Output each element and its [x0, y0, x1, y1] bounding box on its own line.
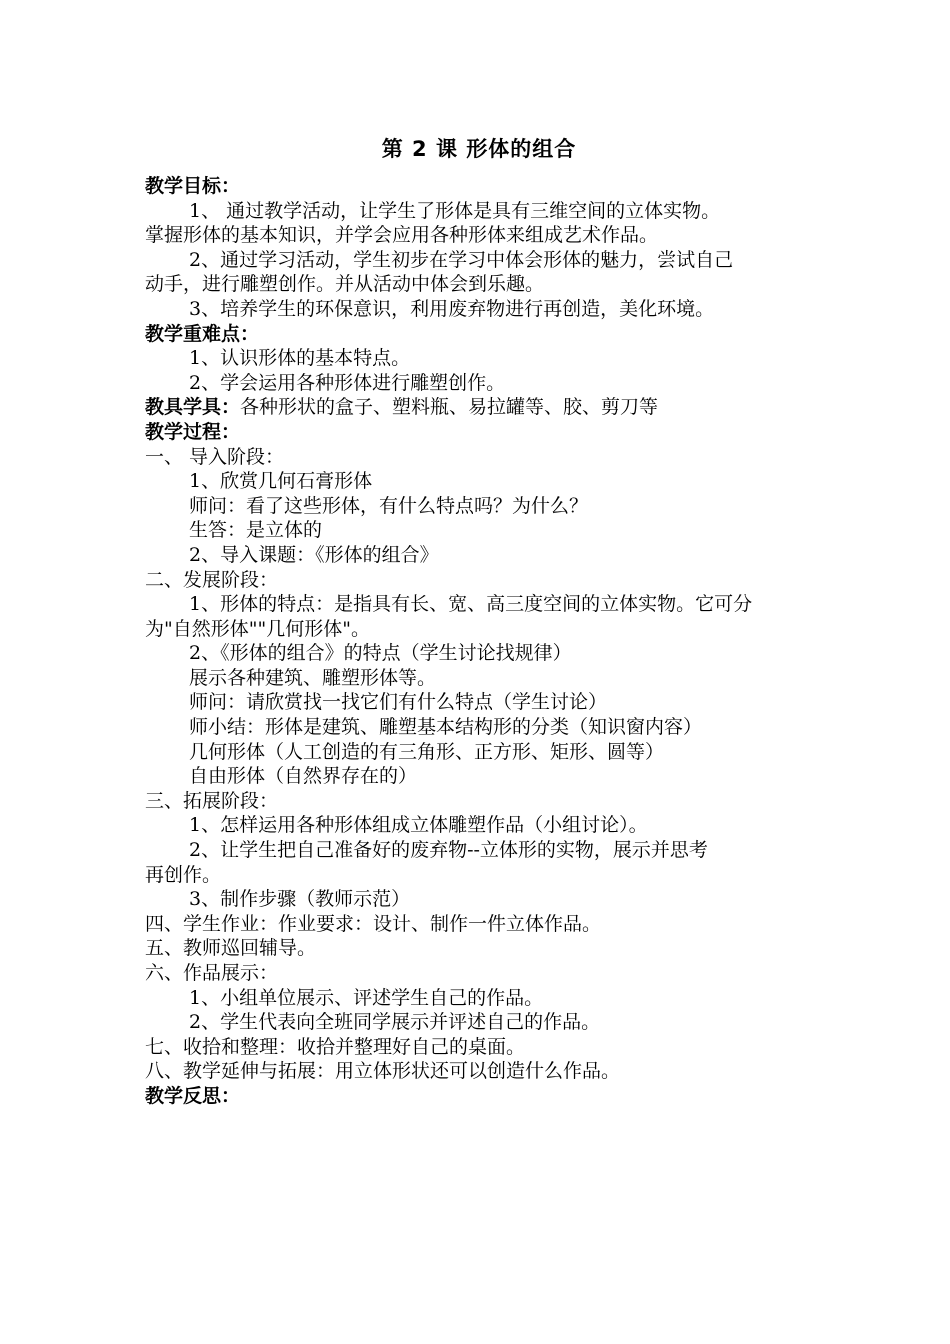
process-line: 生答：是立体的	[189, 519, 323, 542]
reflection-heading: 教学反思：	[145, 1084, 241, 1107]
process-line: 三、拓展阶段：	[145, 789, 279, 812]
process-line: 师问：请欣赏找一找它们有什么特点（学生讨论）	[189, 691, 608, 714]
process-line: 1、怎样运用各种形体组成立体雕塑作品（小组讨论）。	[189, 814, 648, 837]
goal-line: 动手，进行雕塑创作。并从活动中体会到乐趣。	[145, 273, 545, 296]
process-line: 3、制作步骤（教师示范）	[189, 888, 411, 911]
process-line: 2、导入课题：《形体的组合》	[189, 543, 439, 566]
process-line: 七、收拾和整理：收拾并整理好自己的桌面。	[145, 1035, 526, 1058]
process-line: 2、让学生把自己准备好的废弃物--立体形的实物，展示并思考	[189, 839, 708, 862]
goal-line: 2、通过学习活动，学生初步在学习中体会形体的魅力，尝试自己	[189, 248, 734, 271]
process-heading: 教学过程：	[145, 420, 241, 443]
tools-text: 各种形状的盒子、塑料瓶、易拉罐等、胶、剪刀等	[240, 396, 659, 419]
lesson-title: 第 2 课 形体的组合	[381, 137, 577, 161]
process-line: 自由形体（自然界存在的）	[189, 765, 418, 788]
process-line: 2、学生代表向全班同学展示并评述自己的作品。	[189, 1011, 601, 1034]
process-line: 1、小组单位展示、评述学生自己的作品。	[189, 986, 544, 1009]
process-line: 师小结：形体是建筑、雕塑基本结构形的分类（知识窗内容）	[189, 716, 703, 739]
process-line: 师问：看了这些形体，有什么特点吗？为什么？	[189, 494, 589, 517]
process-line: 2、《形体的组合》的特点（学生讨论找规律）	[189, 642, 572, 665]
goals-heading: 教学目标：	[145, 175, 241, 197]
process-line: 一、 导入阶段：	[145, 445, 285, 468]
key-point-line: 2、学会运用各种形体进行雕塑创作。	[189, 371, 506, 394]
process-line: 几何形体（人工创造的有三角形、正方形、矩形、圆等）	[189, 740, 665, 763]
key-point-line: 1、认识形体的基本特点。	[189, 347, 411, 370]
process-line: 八、教学延伸与拓展：用立体形状还可以创造什么作品。	[145, 1060, 621, 1083]
process-line: 1、形体的特点：是指具有长、宽、高三度空间的立体实物。它可分	[189, 593, 753, 616]
process-line: 为"自然形体""几何形体"。	[145, 617, 370, 640]
goal-line: 3、培养学生的环保意识，利用废弃物进行再创造，美化环境。	[189, 297, 715, 320]
process-line: 二、发展阶段：	[145, 568, 279, 591]
process-line: 展示各种建筑、雕塑形体等。	[189, 666, 437, 689]
tools-heading: 教具学具：	[145, 396, 241, 419]
process-line: 六、作品展示：	[145, 962, 279, 984]
document-body	[145, 134, 813, 1109]
tools-line	[145, 395, 813, 420]
process-line: 四、学生作业：作业要求：设计、制作一件立体作品。	[145, 912, 602, 935]
goal-line: 1、 通过教学活动，让学生了形体是具有三维空间的立体实物。	[189, 199, 721, 222]
process-line: 1、欣赏几何石膏形体	[189, 470, 373, 493]
key-points-heading: 教学重难点：	[145, 322, 260, 345]
process-line: 五、教师巡回辅导。	[145, 937, 317, 960]
process-line: 再创作。	[145, 863, 222, 886]
goal-line: 掌握形体的基本知识，并学会应用各种形体来组成艺术作品。	[145, 224, 659, 247]
process-list	[145, 445, 813, 1084]
